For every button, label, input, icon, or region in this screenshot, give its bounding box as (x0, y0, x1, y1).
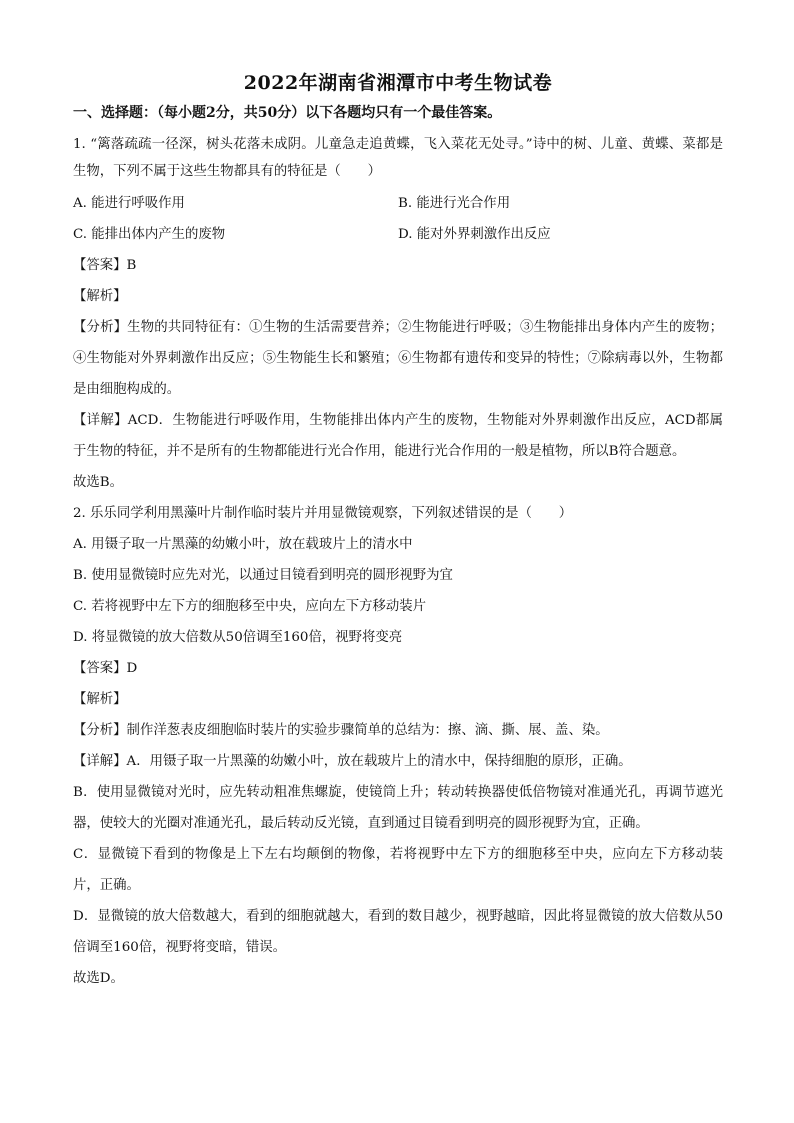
question-2-detail-c: C．显微镜下看到的物像是上下左右均颠倒的物像，若将视野中左下方的细胞移至中央，应向左下方移动装片，正确。 (73, 847, 723, 893)
question-2-stem: 2. 乐乐同学利用黑藻叶片制作临时装片并用显微镜观察，下列叙述错误的是（ ） (73, 506, 573, 521)
question-2-option-a: A. 用镊子取一片黑藻的幼嫩小叶，放在载玻片上的清水中 (73, 537, 413, 552)
question-1-answer: 【答案】B (73, 258, 137, 273)
question-2-option-b: B. 使用显微镜时应先对光，以通过目镜看到明亮的圆形视野为宜 (73, 568, 453, 583)
question-2 (73, 498, 723, 994)
question-1-option-b: B. 能进行光合作用 (398, 196, 511, 211)
question-1-option-c: C. 能排出体内产生的废物 (73, 227, 226, 242)
question-1-options-row-1 (73, 188, 723, 219)
question-1-analysis: 【分析】生物的共同特征有：①生物的生活需要营养；②生物能进行呼吸；③生物能排出身体内产生的废物；④生物能对外界刺激作出反应；⑤生物能生长和繁殖；⑥生物都有遗传和变异的特性；⑦除病毒以外，生物都是由细胞构成的。 (73, 320, 723, 397)
question-2-jiexi-label: 【解析】 (73, 692, 127, 707)
question-2-detail-a: 【详解】A．用镊子取一片黑藻的幼嫩小叶，放在载玻片上的清水中，保持细胞的原形，正确。 (73, 754, 632, 769)
question-1-option-d: D. 能对外界刺激作出反应 (398, 227, 551, 242)
question-1-conclusion: 故选B。 (73, 475, 124, 490)
question-2-option-d: D. 将显微镜的放大倍数从50倍调至160倍，视野将变亮 (73, 630, 403, 645)
page-title: 2022年湖南省湘潭市中考生物试卷 (243, 72, 553, 94)
question-1-detail: 【详解】ACD．生物能进行呼吸作用，生物能排出体内产生的废物，生物能对外界刺激作出反应，ACD都属于生物的特征，并不是所有的生物都能进行光合作用，能进行光合作用的一般是植物，所以B符合题意。 (73, 413, 723, 459)
question-2-detail-d: D．显微镜的放大倍数越大，看到的细胞就越大，看到的数目越少，视野越暗，因此将显微镜的放大倍数从50倍调至160倍，视野将变暗，错误。 (73, 909, 723, 955)
question-1-options-row-2 (73, 219, 723, 250)
question-2-analysis: 【分析】制作洋葱表皮细胞临时装片的实验步骤简单的总结为：擦、滴、撕、展、盖、染。 (73, 723, 609, 738)
question-2-detail-b: B．使用显微镜对光时，应先转动粗准焦螺旋，使镜筒上升；转动转换器使低倍物镜对准通光孔，再调节遮光器，使较大的光圈对准通光孔，最后转动反光镜，直到通过目镜看到明亮的圆形视野为宜，正确。 (73, 785, 723, 831)
question-1-stem: 1. “篱落疏疏一径深，树头花落未成阴。儿童急走追黄蝶，飞入菜花无处寻。”诗中的树、儿童、黄蝶、菜都是生物，下列不属于这些生物都具有的特征是（ ） (73, 137, 723, 179)
question-2-answer: 【答案】D (73, 661, 138, 676)
question-2-conclusion: 故选D。 (73, 971, 124, 986)
question-1 (73, 132, 723, 498)
question-2-option-c: C. 若将视野中左下方的细胞移至中央，应向左下方移动装片 (73, 599, 427, 614)
question-1-jiexi-label: 【解析】 (73, 289, 127, 304)
question-1-option-a: A. 能进行呼吸作用 (73, 196, 185, 211)
section-heading: 一、选择题：（每小题2分，共50分）以下各题均只有一个最佳答案。 (73, 105, 502, 121)
